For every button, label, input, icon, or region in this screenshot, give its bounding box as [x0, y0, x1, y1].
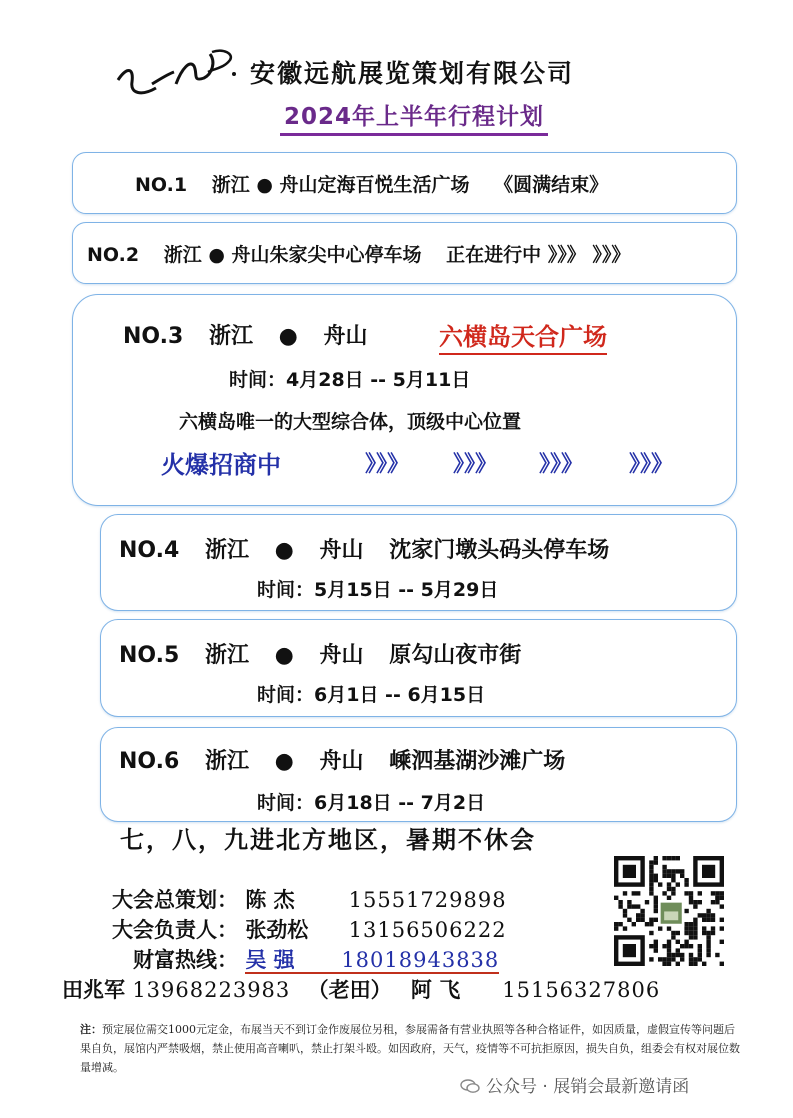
event-4-venue: 沈家门墩头码头停车场 — [389, 538, 610, 563]
event-2-no: NO.2 — [87, 244, 140, 266]
event-3-no: NO.3 — [123, 324, 184, 349]
event-2-region: 浙江 ● — [163, 244, 225, 266]
event-4-region: 浙江 — [204, 538, 249, 563]
event-6-line — [119, 744, 565, 775]
contact-1-role: 大会总策划： — [112, 888, 238, 912]
event-2-status: 正在进行中 》》》 》》》 — [446, 244, 631, 266]
event-card-6 — [100, 727, 737, 822]
event-3-cta: 火爆招商中 — [161, 451, 281, 479]
event-card-1 — [72, 152, 737, 214]
event-3-city: 舟山 — [323, 324, 368, 349]
contact-4-note: （老田） — [307, 978, 392, 1002]
terms-notice — [80, 1020, 740, 1077]
event-6-venue: 嵊泗基湖沙滩广场 — [389, 749, 566, 774]
contact-4-phone1: 13968223983 — [132, 978, 291, 1002]
plan-title: 2024年上半年行程计划 — [280, 98, 548, 136]
event-card-4 — [100, 514, 737, 611]
event-card-5 — [100, 619, 737, 717]
event-2-line — [87, 240, 630, 267]
event-6-bullet: ● — [274, 749, 294, 774]
event-3-arrow-4: 》》》 — [629, 452, 674, 477]
contact-4-name1: 田兆军 — [62, 978, 125, 1002]
event-5-no: NO.5 — [119, 643, 180, 668]
watermark-text: 公众号 · 展销会最新邀请函 — [486, 1077, 690, 1097]
event-5-region: 浙江 — [204, 643, 249, 668]
event-1-venue: 舟山定海百悦生活广场 — [279, 174, 470, 196]
contact-1-phone: 15551729898 — [348, 888, 507, 912]
event-1-region: 浙江 ● — [211, 174, 273, 196]
event-card-2 — [72, 222, 737, 284]
contact-2-name: 张劲松 — [245, 918, 309, 942]
wechat-icon — [460, 1079, 480, 1093]
event-5-bullet: ● — [274, 643, 294, 668]
contact-1-name: 陈 杰 — [245, 888, 295, 912]
notice-label: 注： — [80, 1023, 102, 1036]
contact-2-phone: 13156506222 — [348, 918, 507, 942]
contact-row-3 — [133, 944, 499, 974]
contact-3-phone: 18018943838 — [341, 948, 500, 972]
event-1-status: 《圆满结束》 — [494, 174, 609, 196]
event-6-region: 浙江 — [204, 749, 249, 774]
contact-2-role: 大会负责人： — [112, 918, 238, 942]
event-3-arrow-1: 》》》 — [365, 452, 410, 477]
event-1-no: NO.1 — [135, 174, 188, 196]
summer-notice: 七，八，九进北方地区，暑期不休会 — [120, 826, 536, 854]
event-4-bullet: ● — [274, 538, 294, 563]
notice-text: 预定展位需交1000元定金，布展当天不到订金作废展位另租，参展需备有营业执照等各种合格证件，如因质量，虚假宣传等问题后果自负，展馆内严禁吸烟，禁止使用高音喇叭，禁止打架斗殴。如因政府，天气，疫情等不可抗拒原因，损失自负，组委会有权对展位数量增减。 — [80, 1023, 740, 1074]
event-5-city: 舟山 — [319, 643, 364, 668]
company-name: 安徽远航展览策划有限公司 — [250, 59, 575, 88]
contact-3-name: 吴 强 — [245, 948, 295, 972]
event-2-venue: 舟山朱家尖中心停车场 — [231, 244, 422, 266]
event-6-time: 时间：6月18日 -- 7月2日 — [257, 792, 486, 814]
contact-4-phone2: 15156327806 — [502, 978, 661, 1002]
event-5-time: 时间：6月1日 -- 6月15日 — [257, 684, 486, 706]
contact-3-role: 财富热线： — [133, 948, 238, 972]
qr-code-icon — [604, 855, 734, 967]
contact-row-1 — [112, 884, 507, 914]
event-3-bullet: ● — [278, 324, 298, 349]
event-3-line — [123, 319, 368, 350]
event-3-region: 浙江 — [208, 324, 253, 349]
contact-4-name2: 阿 飞 — [410, 978, 461, 1002]
event-5-venue: 原勾山夜市街 — [389, 643, 522, 668]
event-3-arrow-3: 》》》 — [539, 452, 584, 477]
event-3-arrow-2: 》》》 — [453, 452, 498, 477]
event-3-time: 时间：4月28日 -- 5月11日 — [229, 369, 471, 391]
contact-row-2 — [112, 914, 507, 944]
event-6-city: 舟山 — [319, 749, 364, 774]
event-3-venue: 六横岛天合广场 — [439, 317, 607, 355]
event-4-line — [119, 533, 609, 564]
yuanhang-logo — [112, 38, 240, 104]
event-card-3 — [72, 294, 737, 506]
event-3-desc: 六横岛唯一的大型综合体，顶级中心位置 — [179, 411, 522, 433]
event-5-line — [119, 638, 521, 669]
event-1-line — [135, 170, 608, 197]
event-4-city: 舟山 — [319, 538, 364, 563]
event-6-no: NO.6 — [119, 749, 180, 774]
contact-row-4 — [62, 974, 660, 1004]
wechat-watermark — [460, 1072, 689, 1097]
event-4-no: NO.4 — [119, 538, 180, 563]
event-4-time: 时间：5月15日 -- 5月29日 — [257, 579, 499, 601]
